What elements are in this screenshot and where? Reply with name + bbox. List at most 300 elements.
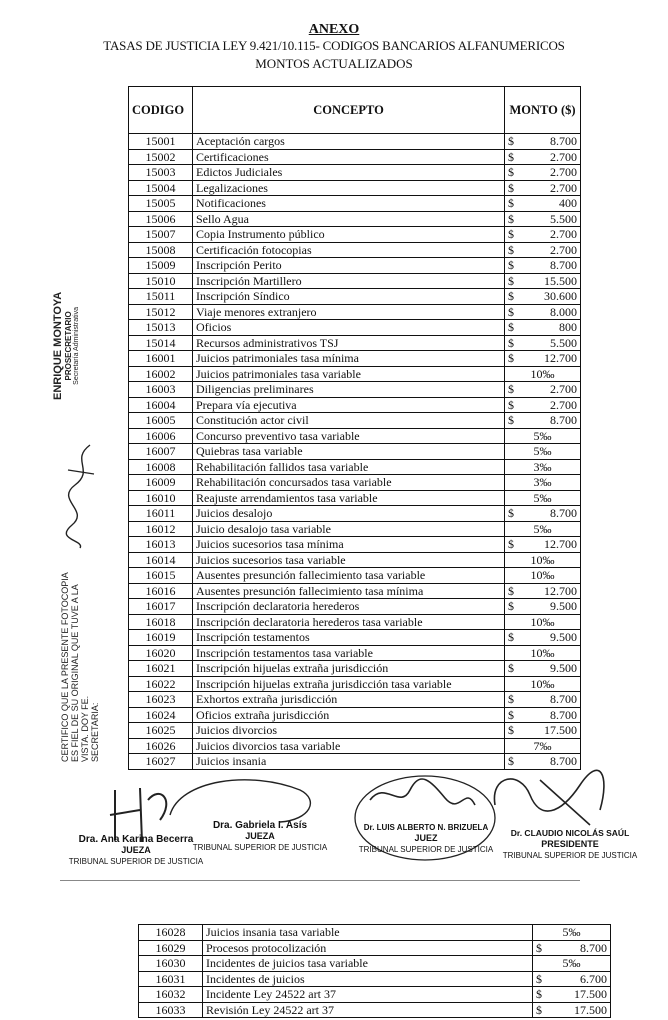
amount-cell	[505, 723, 581, 739]
amount-cell	[505, 335, 581, 351]
table-row	[129, 707, 581, 723]
amount-value: 8.000	[550, 304, 577, 319]
amount-value: 5.500	[550, 211, 577, 226]
amount-value: 15.500	[544, 273, 577, 288]
table-row	[129, 506, 581, 522]
table-row	[129, 165, 581, 181]
amount-cell	[505, 521, 581, 537]
table-row	[129, 149, 581, 165]
code-cell: 16020	[129, 645, 193, 661]
rate-value: 10‰	[530, 568, 555, 582]
concept-cell: Rehabilitación concursados tasa variable	[193, 475, 505, 491]
amount-cell	[505, 320, 581, 336]
amount-value: 9.500	[550, 630, 577, 644]
signature-block-becerra	[66, 834, 206, 867]
currency-symbol: $	[508, 537, 514, 551]
concept-cell: Juicio desalojo tasa variable	[193, 521, 505, 537]
concept-cell: Revisión Ley 24522 art 37	[203, 1002, 533, 1018]
currency-symbol: $	[508, 599, 514, 613]
code-cell: 16018	[129, 614, 193, 630]
signature-name: Dr. CLAUDIO NICOLÁS SAÚL	[510, 828, 630, 838]
currency-symbol: $	[508, 149, 514, 164]
currency-symbol: $	[536, 1002, 542, 1017]
code-cell: 16014	[129, 552, 193, 568]
stamp-role: PROSECRETARIO	[64, 311, 73, 381]
amount-value: 5.500	[550, 335, 577, 350]
table-row	[129, 552, 581, 568]
amount-cell	[505, 304, 581, 320]
concept-cell: Juicios divorcios tasa variable	[193, 738, 505, 754]
amount-cell	[533, 925, 611, 941]
signature-name: Dra. Gabriela I. Asís	[212, 820, 308, 831]
amount-cell	[505, 661, 581, 677]
amount-cell	[505, 242, 581, 258]
table-row	[129, 676, 581, 692]
code-cell: 15005	[129, 196, 193, 212]
table-row	[129, 645, 581, 661]
rate-value: 10‰	[530, 552, 555, 567]
concept-cell: Incidentes de juicios	[203, 971, 533, 987]
currency-symbol: $	[536, 987, 542, 1001]
amount-cell	[533, 971, 611, 987]
concept-cell: Copia Instrumento público	[193, 227, 505, 243]
amount-cell	[505, 490, 581, 506]
concept-cell: Rehabilitación fallidos tasa variable	[193, 459, 505, 475]
code-cell: 16002	[129, 366, 193, 382]
currency-symbol: $	[508, 227, 514, 241]
code-cell: 15001	[129, 134, 193, 150]
currency-symbol: $	[508, 134, 514, 148]
amount-cell	[533, 956, 611, 972]
concept-cell: Edictos Judiciales	[193, 165, 505, 181]
code-cell: 16015	[129, 568, 193, 584]
rate-value: 5‰	[533, 490, 552, 505]
fees-table	[128, 86, 581, 770]
amount-cell	[505, 165, 581, 181]
table-row	[129, 366, 581, 382]
amount-value: 9.500	[550, 599, 577, 613]
amount-cell	[505, 459, 581, 475]
concept-cell: Legalizaciones	[193, 180, 505, 196]
amount-cell	[505, 211, 581, 227]
code-cell: 15012	[129, 304, 193, 320]
table-row	[129, 428, 581, 444]
code-cell: 16031	[139, 971, 203, 987]
certification-line-1: CERTIFICO QUE LA PRESENTE FOTOCOPIA	[60, 572, 70, 762]
rate-value: 7‰	[533, 738, 552, 753]
table-row	[129, 335, 581, 351]
rate-value: 10‰	[530, 614, 555, 629]
currency-symbol: $	[536, 971, 542, 986]
concept-cell: Inscripción hijuelas extraña jurisdicción tasa variable	[193, 676, 505, 692]
code-cell: 15014	[129, 335, 193, 351]
currency-symbol: $	[508, 397, 514, 412]
amount-cell	[505, 552, 581, 568]
table-row	[129, 614, 581, 630]
code-cell: 16022	[129, 676, 193, 692]
concept-cell: Inscripción Síndico	[193, 289, 505, 305]
signature-role: JUEZ	[414, 833, 438, 843]
code-cell: 16004	[129, 397, 193, 413]
amount-value: 12.700	[544, 351, 577, 365]
currency-symbol: $	[508, 273, 514, 288]
table-row	[129, 738, 581, 754]
code-cell: 15010	[129, 273, 193, 289]
concept-cell: Ausentes presunción fallecimiento tasa variable	[193, 568, 505, 584]
amount-cell	[505, 707, 581, 723]
signature-org: TRIBUNAL SUPERIOR DE JUSTICIA	[192, 843, 328, 852]
table-row	[129, 304, 581, 320]
currency-symbol: $	[508, 165, 514, 179]
amount-value: 8.700	[550, 506, 577, 520]
table-row	[129, 196, 581, 212]
code-cell: 16021	[129, 661, 193, 677]
rate-value: 3‰	[533, 475, 552, 489]
amount-cell	[505, 366, 581, 382]
code-cell: 16006	[129, 428, 193, 444]
table-row	[139, 971, 611, 987]
concept-cell: Certificaciones	[193, 149, 505, 165]
currency-symbol: $	[508, 180, 514, 195]
code-cell: 16032	[139, 987, 203, 1003]
certification-line-3: VISTA. DOY FE.	[80, 695, 90, 762]
amount-value: 12.700	[544, 537, 577, 551]
amount-value: 8.700	[550, 134, 577, 148]
currency-symbol: $	[508, 242, 514, 257]
concept-cell: Ausentes presunción fallecimiento tasa mínima	[193, 583, 505, 599]
code-cell: 16007	[129, 444, 193, 460]
table-row	[139, 1002, 611, 1018]
concept-cell: Recursos administrativos TSJ	[193, 335, 505, 351]
signature-block-brizuela	[356, 822, 496, 855]
rate-value: 5‰	[562, 925, 581, 939]
table-row	[129, 258, 581, 274]
amount-cell	[505, 227, 581, 243]
currency-symbol: $	[508, 382, 514, 396]
code-cell: 16005	[129, 413, 193, 429]
concept-cell: Exhortos extraña jurisdicción	[193, 692, 505, 708]
table-row	[129, 397, 581, 413]
amount-cell	[505, 428, 581, 444]
amount-cell	[505, 599, 581, 615]
annex-heading: ANEXO	[308, 22, 360, 37]
code-cell: 16030	[139, 956, 203, 972]
amount-value: 8.700	[550, 754, 577, 768]
code-cell: 16016	[129, 583, 193, 599]
concept-cell: Prepara vía ejecutiva	[193, 397, 505, 413]
currency-symbol: $	[508, 707, 514, 722]
amount-cell	[505, 676, 581, 692]
amount-cell	[505, 475, 581, 491]
certification-secretaria: SECRETARIA:	[90, 702, 100, 762]
amount-value: 8.700	[550, 692, 577, 706]
amount-value: 2.700	[550, 242, 577, 257]
code-cell: 16026	[129, 738, 193, 754]
concept-cell: Viaje menores extranjero	[193, 304, 505, 320]
amount-cell	[533, 987, 611, 1003]
concept-cell: Incidente Ley 24522 art 37	[203, 987, 533, 1003]
signature-org: TRIBUNAL SUPERIOR DE JUSTICIA	[502, 851, 638, 860]
code-cell: 16029	[139, 940, 203, 956]
concept-cell: Inscripción testamentos	[193, 630, 505, 646]
currency-symbol: $	[508, 258, 514, 272]
rate-value: 5‰	[533, 428, 552, 443]
concept-cell: Diligencias preliminares	[193, 382, 505, 398]
amount-cell	[533, 1002, 611, 1018]
prosecretario-stamp	[52, 292, 80, 400]
table-row	[129, 351, 581, 367]
code-cell: 16001	[129, 351, 193, 367]
amount-cell	[505, 506, 581, 522]
signature-block-asis	[190, 820, 330, 853]
signature-org: TRIBUNAL SUPERIOR DE JUSTICIA	[358, 845, 494, 854]
currency-symbol: $	[508, 289, 514, 303]
signature-name: Dr. LUIS ALBERTO N. BRIZUELA	[363, 823, 489, 832]
code-cell: 16023	[129, 692, 193, 708]
amount-value: 2.700	[550, 180, 577, 195]
column-header-code: CODIGO	[129, 87, 193, 134]
table-row	[129, 599, 581, 615]
amount-cell	[505, 537, 581, 553]
amount-value: 8.700	[550, 707, 577, 722]
currency-symbol: $	[508, 723, 514, 737]
code-cell: 15007	[129, 227, 193, 243]
table-row	[139, 940, 611, 956]
signature-org: TRIBUNAL SUPERIOR DE JUSTICIA	[68, 857, 204, 866]
code-cell: 16009	[129, 475, 193, 491]
code-cell: 16019	[129, 630, 193, 646]
amount-value: 17.500	[574, 1002, 607, 1017]
concept-cell: Juicios patrimoniales tasa variable	[193, 366, 505, 382]
table-row	[129, 413, 581, 429]
amount-cell	[505, 568, 581, 584]
rate-value: 5‰	[533, 521, 552, 536]
amount-cell	[533, 940, 611, 956]
stamp-name: ENRIQUE MONTOYA	[52, 291, 64, 400]
code-cell: 16017	[129, 599, 193, 615]
code-cell: 16024	[129, 707, 193, 723]
amount-cell	[505, 382, 581, 398]
table-row	[129, 320, 581, 336]
amount-value: 800	[559, 320, 577, 334]
table-row	[129, 692, 581, 708]
code-cell: 15002	[129, 149, 193, 165]
rate-value: 5‰	[562, 956, 581, 970]
concept-cell: Inscripción declaratoria herederos	[193, 599, 505, 615]
table-row	[129, 459, 581, 475]
code-cell: 15006	[129, 211, 193, 227]
rate-value: 3‰	[533, 459, 552, 474]
currency-symbol: $	[508, 413, 514, 427]
concept-cell: Certificación fotocopias	[193, 242, 505, 258]
amount-value: 6.700	[580, 971, 607, 986]
concept-cell: Inscripción Perito	[193, 258, 505, 274]
column-header-concept: CONCEPTO	[193, 87, 505, 134]
concept-cell: Oficios	[193, 320, 505, 336]
amount-value: 400	[559, 196, 577, 210]
currency-symbol: $	[508, 351, 514, 365]
divider	[60, 880, 580, 881]
currency-symbol: $	[508, 661, 514, 675]
amount-cell	[505, 273, 581, 289]
currency-symbol: $	[508, 211, 514, 226]
table-row	[129, 289, 581, 305]
code-cell: 16033	[139, 1002, 203, 1018]
code-cell: 16025	[129, 723, 193, 739]
amount-value: 2.700	[550, 227, 577, 241]
signature-role: PRESIDENTE	[541, 839, 599, 849]
code-cell: 16003	[129, 382, 193, 398]
amount-cell	[505, 645, 581, 661]
signature-role: JUEZA	[121, 845, 151, 855]
certification-line-2: ES FIEL DE SU ORIGINAL QUE TUVE A LA	[70, 584, 80, 762]
amount-cell	[505, 397, 581, 413]
amount-cell	[505, 413, 581, 429]
code-cell: 16008	[129, 459, 193, 475]
table-row	[129, 490, 581, 506]
amount-cell	[505, 289, 581, 305]
table-row	[129, 180, 581, 196]
code-cell: 16011	[129, 506, 193, 522]
currency-symbol: $	[508, 630, 514, 644]
table-row	[129, 134, 581, 150]
table-row	[129, 444, 581, 460]
signature-block-saul	[500, 828, 640, 861]
concept-cell: Inscripción testamentos tasa variable	[193, 645, 505, 661]
amount-value: 30.600	[544, 289, 577, 303]
amount-cell	[505, 692, 581, 708]
rate-value: 10‰	[530, 645, 555, 660]
concept-cell: Incidentes de juicios tasa variable	[203, 956, 533, 972]
currency-symbol: $	[508, 320, 514, 334]
column-header-amount: MONTO ($)	[505, 87, 581, 134]
table-row	[129, 242, 581, 258]
code-cell: 15011	[129, 289, 193, 305]
table-row	[129, 475, 581, 491]
fees-table-continued	[138, 924, 611, 1018]
table-row	[129, 568, 581, 584]
table-row	[129, 521, 581, 537]
code-cell: 16013	[129, 537, 193, 553]
concept-cell: Quiebras tasa variable	[193, 444, 505, 460]
code-cell: 15008	[129, 242, 193, 258]
concept-cell: Sello Agua	[193, 211, 505, 227]
signature-role: JUEZA	[245, 831, 275, 841]
table-row	[129, 583, 581, 599]
signature-name: Dra. Ana Karina Becerra	[78, 834, 194, 845]
code-cell: 15003	[129, 165, 193, 181]
document-title: TASAS DE JUSTICIA LEY 9.421/10.115- CODIGOS BANCARIOS ALFANUMERICOS	[103, 38, 565, 53]
amount-value: 2.700	[550, 149, 577, 164]
amount-value: 12.700	[544, 583, 577, 598]
concept-cell: Inscripción Martillero	[193, 273, 505, 289]
amount-value: 17.500	[574, 987, 607, 1001]
table-row	[129, 537, 581, 553]
concept-cell: Juicios insania tasa variable	[203, 925, 533, 941]
amount-value: 2.700	[550, 382, 577, 396]
code-cell: 15004	[129, 180, 193, 196]
concept-cell: Juicios patrimoniales tasa mínima	[193, 351, 505, 367]
rate-value: 10‰	[530, 366, 555, 381]
table-row	[129, 227, 581, 243]
table-row	[129, 723, 581, 739]
table-row	[139, 987, 611, 1003]
code-cell: 16012	[129, 521, 193, 537]
amount-cell	[505, 614, 581, 630]
concept-cell: Inscripción hijuelas extraña jurisdicción	[193, 661, 505, 677]
amount-value: 9.500	[550, 661, 577, 675]
rate-value: 5‰	[533, 444, 552, 458]
table-row	[129, 273, 581, 289]
document-subtitle: MONTOS ACTUALIZADOS	[255, 56, 413, 71]
currency-symbol: $	[508, 196, 514, 210]
amount-cell	[505, 149, 581, 165]
concept-cell: Aceptación cargos	[193, 134, 505, 150]
amount-value: 8.700	[550, 413, 577, 427]
concept-cell: Concurso preventivo tasa variable	[193, 428, 505, 444]
amount-cell	[505, 444, 581, 460]
stamp-office: Secretaría Administrativa	[73, 307, 80, 385]
currency-symbol: $	[508, 506, 514, 520]
amount-value: 17.500	[544, 723, 577, 737]
prosecretario-signature	[60, 440, 100, 550]
code-cell: 16027	[129, 754, 193, 770]
amount-cell	[505, 180, 581, 196]
amount-cell	[505, 630, 581, 646]
table-row	[129, 630, 581, 646]
concept-cell: Notificaciones	[193, 196, 505, 212]
concept-cell: Juicios insania	[193, 754, 505, 770]
table-row	[129, 211, 581, 227]
amount-value: 2.700	[550, 397, 577, 412]
amount-cell	[505, 738, 581, 754]
table-row	[139, 956, 611, 972]
amount-value: 2.700	[550, 165, 577, 179]
amount-cell	[505, 583, 581, 599]
amount-value: 8.700	[580, 940, 607, 955]
certification-stamp	[60, 572, 100, 762]
currency-symbol: $	[508, 754, 514, 768]
currency-symbol: $	[508, 335, 514, 350]
table-row	[129, 382, 581, 398]
amount-cell	[505, 351, 581, 367]
concept-cell: Juicios sucesorios tasa mínima	[193, 537, 505, 553]
table-row	[139, 925, 611, 941]
currency-symbol: $	[508, 304, 514, 319]
concept-cell: Juicios divorcios	[193, 723, 505, 739]
code-cell: 15009	[129, 258, 193, 274]
code-cell: 16028	[139, 925, 203, 941]
concept-cell: Reajuste arrendamientos tasa variable	[193, 490, 505, 506]
code-cell: 16010	[129, 490, 193, 506]
currency-symbol: $	[536, 940, 542, 955]
concept-cell: Constitución actor civil	[193, 413, 505, 429]
amount-cell	[505, 196, 581, 212]
currency-symbol: $	[508, 583, 514, 598]
concept-cell: Inscripción declaratoria herederos tasa variable	[193, 614, 505, 630]
concept-cell: Juicios desalojo	[193, 506, 505, 522]
rate-value: 10‰	[530, 676, 555, 691]
concept-cell: Juicios sucesorios tasa variable	[193, 552, 505, 568]
amount-value: 8.700	[550, 258, 577, 272]
currency-symbol: $	[508, 692, 514, 706]
table-row	[129, 661, 581, 677]
concept-cell: Procesos protocolización	[203, 940, 533, 956]
concept-cell: Oficios extraña jurisdicción	[193, 707, 505, 723]
code-cell: 15013	[129, 320, 193, 336]
amount-cell	[505, 134, 581, 150]
saul-signature	[480, 765, 620, 835]
